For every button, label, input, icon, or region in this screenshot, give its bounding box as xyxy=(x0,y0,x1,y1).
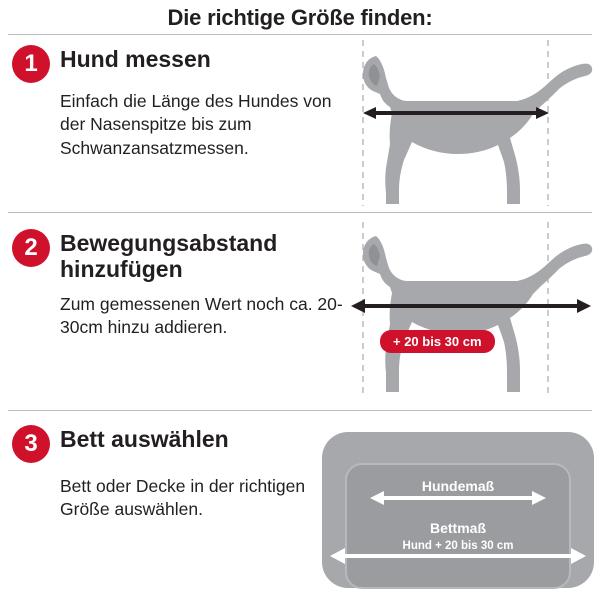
bed-measure-label: Bettmaß xyxy=(429,520,486,536)
step-2-text xyxy=(12,228,342,339)
movement-allowance-pill: + 20 bis 30 cm xyxy=(380,330,495,353)
step-2-number-badge: 2 xyxy=(12,229,50,267)
dog-silhouette-icon xyxy=(346,38,596,208)
step-section-2 xyxy=(0,212,600,410)
step-3-number-badge: 3 xyxy=(12,425,50,463)
step-1-number-badge: 1 xyxy=(12,45,50,83)
step-3-illustration xyxy=(318,420,598,590)
step-1-illustration xyxy=(346,38,596,208)
step-1-title: Hund messen xyxy=(60,46,211,72)
step-2-illustration xyxy=(346,220,596,400)
dog-silhouette-icon xyxy=(346,220,596,400)
bed-measure-sublabel: Hund + 20 bis 30 cm xyxy=(402,540,514,552)
page-header xyxy=(0,0,600,36)
step-3-body: Bett oder Decke in der richtigen Größe auswählen. xyxy=(60,476,306,520)
step-section-3 xyxy=(0,410,600,600)
step-1-heading-row xyxy=(12,44,342,83)
step-3-heading-row xyxy=(12,424,342,463)
step-3-title: Bett auswählen xyxy=(60,426,229,452)
step-1-text xyxy=(12,44,342,160)
step-2-body: Zum gemessenen Wert noch ca. 20-30cm hinzu addieren. xyxy=(60,293,343,337)
step-2-title: Bewegungsabstand hinzufügen xyxy=(60,230,278,282)
dog-measure-label: Hundemaß xyxy=(421,478,495,494)
step-1-body: Einfach die Länge des Hundes von der Nasenspitze bis zum Schwanzansatzmessen. xyxy=(60,91,332,158)
step-2-heading-row xyxy=(12,228,342,283)
dog-bed-icon xyxy=(318,420,598,590)
page-title: Die richtige Größe finden: xyxy=(167,5,433,30)
step-3-text xyxy=(12,424,342,522)
step-section-1 xyxy=(0,34,600,212)
